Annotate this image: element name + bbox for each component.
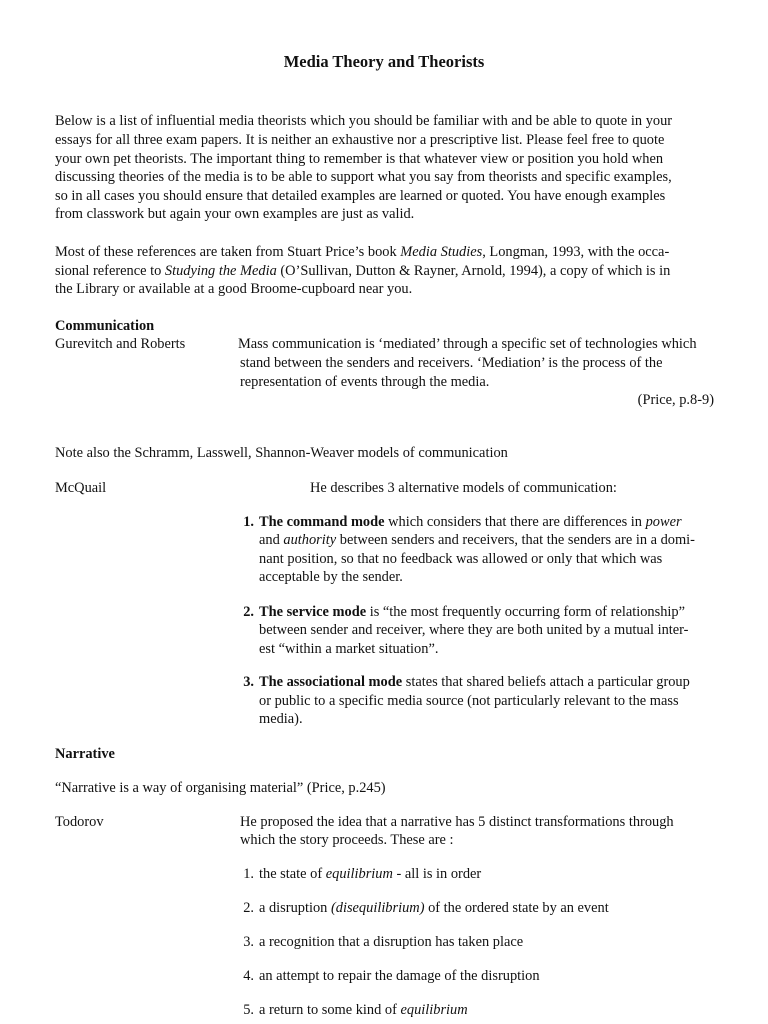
intro-line: Below is a list of influential media theorists which you should be familiar with and be able to quote in your (55, 113, 673, 129)
section-heading-narrative: Narrative (55, 746, 115, 762)
model-name: The associational mode (259, 674, 403, 690)
references-line: the Library or available at a good Broome-cupboard near you. (55, 281, 413, 297)
theory-line: Mass communication is ‘mediated’ through a specific set of technologies which (238, 336, 697, 352)
model-name: The command mode (259, 514, 385, 530)
intro-line: your own pet theorists. The important thing to remember is that whatever view or position you hold when (55, 151, 664, 167)
section-heading-communication: Communication (55, 318, 155, 334)
theory-intro: He describes 3 alternative models of communication: (310, 480, 617, 496)
book-title: Studying the Media (164, 263, 277, 279)
theory-line: stand between the senders and receivers. ‘Mediation’ is the process of the (240, 355, 663, 371)
intro-line: discussing theories of the media is to be able to support what you say from theorists and specific examples, (55, 169, 672, 185)
note-line: Note also the Schramm, Lasswell, Shannon-Weaver models of communication (55, 445, 508, 461)
references-line: sional reference to Studying the Media (O’Sullivan, Dutton & Rayner, Arnold, 1994), a copy of which is in (55, 263, 671, 279)
book-title: Media Studies (400, 244, 483, 260)
intro-line: so in all cases you should ensure that detailed examples are learned or quoted. You have enough examples (55, 188, 666, 204)
theory-intro: He proposed the idea that a narrative has 5 distinct transformations through (240, 814, 674, 830)
theory-line: representation of events through the media. (240, 374, 490, 390)
theorist-name: McQuail (55, 480, 107, 496)
narrative-quote: “Narrative is a way of organising material” (Price, p.245) (55, 780, 386, 796)
document-page: Media Theory and Theorists Below is a list of influential media theorists which you should be familiar with and be able to quote in your essays for all three exam papers. It is neither an exhaustive nor a prescriptive list. Please feel free to quote your own pet theorists. The important thing to remember is that whatever view or position you hold when discussing theories of the media is to be able to support what you say from theorists and specific examples, so in all cases you should ensure that detailed examples are learned or quoted. You have enough examples from classwork but again your own examples are just as valid. Most of these references are taken from Stuart Price’s book Media Studies, Longman, 1993, with the occa- sional reference to Studying the Media (O’Sullivan, Dutton & Rayner, Arnold, 1994), a copy of which is in the Library or available at a good Broome-cupboard near you. Communication Gurevitch and Roberts Mass communication is ‘mediated’ through a specific set of technologies which stand between the senders and receivers. ‘Mediation’ is the process of the representation of events through the media. (Price, p.8-9) Note also the Schramm, Lasswell, Shannon-Weaver models of communication McQuail He describes 3 alternative models of communication: 1. The command mode which considers that there are differences in power and authority between senders and receivers, that the senders are in a domi- nant position, so that no feedback was allowed or only that which was acceptable by the sender. 2. The service mode is “the most frequently occurring form of relationship” between sender and receiver, where they are both united by a mutual inter- est “within a market situation”. 3. The associational mode states that shared beliefs attach a particular group or public to a specific media source (not particularly relevant to the mass media). Narrative “Narrative is a way of organising material” (Price, p.245) Todorov He proposed the idea that a narrative has 5 distinct transformations through which the story proceeds. These are : 1. the state of equilibrium - all is in order 2. a disruption (disequilibrium) of the ordered state by an event 3. a recognition that a disruption has taken place 4. an attempt to repair the damage of the disruption 5. a return to some kind of equilibrium (0, 0, 768, 1024)
intro-line: from classwork but again your own examples are just as valid. (55, 206, 415, 222)
theorist-name: Todorov (55, 814, 104, 830)
theorist-name: Gurevitch and Roberts (55, 336, 186, 352)
intro-line: essays for all three exam papers. It is neither an exhaustive nor a prescriptive list. Please feel free to quote (55, 132, 665, 148)
citation: (Price, p.8-9) (637, 392, 714, 408)
theory-intro: which the story proceeds. These are : (240, 832, 454, 848)
page-title: Media Theory and Theorists (283, 52, 485, 71)
references-line: Most of these references are taken from Stuart Price’s book Media Studies, Longman, 1993, with the occa- (55, 244, 670, 260)
model-name: The service mode (259, 604, 367, 620)
